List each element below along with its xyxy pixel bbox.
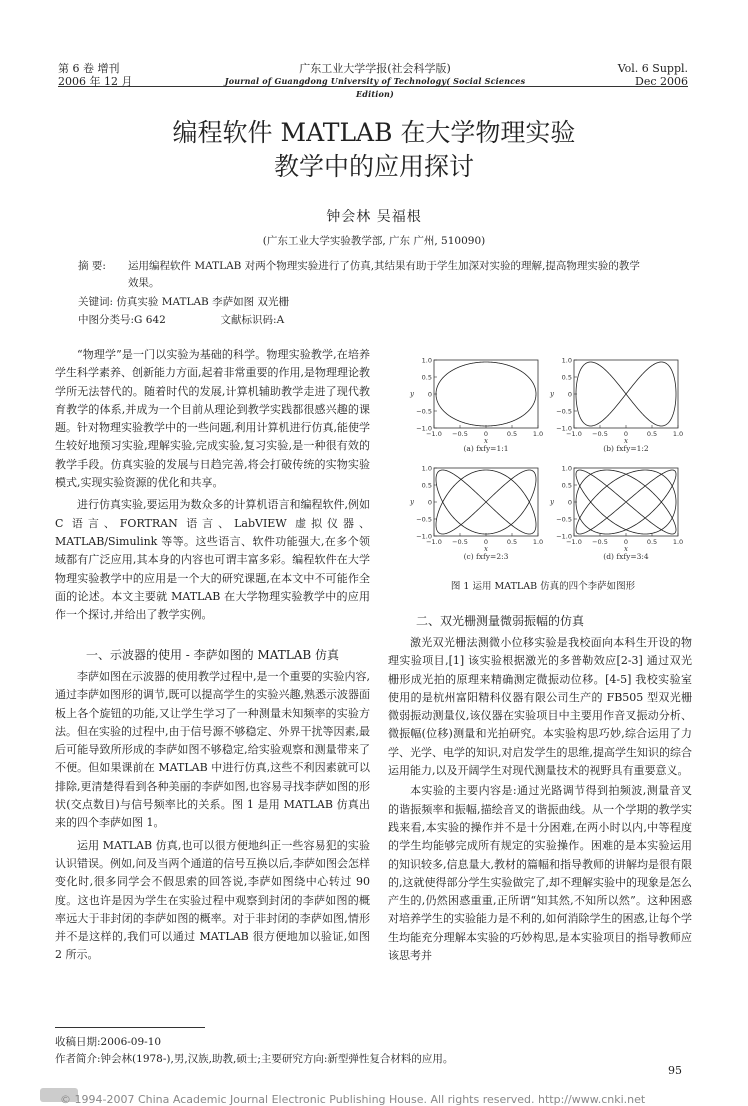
intro-paragraph-2: 进行仿真实验,要运用为数众多的计算机语言和编程软件,例如 C 语言、FORTRAN 语言、LabVIEW 虚拟仪器、MATLAB/Simulink 等等。这些语言、软件功能强大,在多个领域都有广泛应用,其本身的内容也可谓丰富多彩。编程软件在大学物理实验教学中的应用是一个大的研究课题,在本文中不可能作全面的论述。本文主要就 MATLAB 在大学物理实验教学中的应用作一个探讨,并给出了教学实例。 xyxy=(55,498,370,622)
y-axis-label: y xyxy=(550,498,554,506)
x-tick-label: −1.0 xyxy=(426,430,442,438)
intro-paragraph-1: “物理学”是一门以实验为基础的科学。物理实验教学,在培养学生科学素养、创新能力方面,起着非常重要的作用,是物理理论教学所无法替代的。随着时代的发展,计算机辅助教学走进了现代教育教学的体系,并成为一个目前从理论到教学实践都很感兴趣的课题。针对物理实验教学中的一些问题,利用计算机进行仿真,能使学生较好地预习实验,理解实验,完成实验,复习实验,是一种很有效的教学手段。仿真实验的发展与日趋完善,将会打破传统的实物实验模式,实现实验资源的优化和共享。 xyxy=(55,348,370,490)
lissajous-figure xyxy=(402,350,684,572)
page-number: 95 xyxy=(668,1064,682,1077)
panel-label: (b) fxfy=1:2 xyxy=(603,444,649,453)
affiliation: (广东工业大学实验教学部, 广东 广州, 510090) xyxy=(262,235,486,247)
x-tick-label: 1.0 xyxy=(672,538,684,546)
y-tick-label: 0 xyxy=(567,390,572,399)
header-journal-en: Journal of Guangdong University of Technology( Social Sciences Edition) xyxy=(224,76,526,99)
x-tick-label: 1.0 xyxy=(672,430,684,438)
x-tick-label: 0 xyxy=(483,430,489,438)
abstract-text: 运用编程软件 MATLAB 对两个物理实验进行了仿真,其结果有助于学生加深对实验的理解,提高物理实验的教学效果。 xyxy=(128,260,640,289)
y-tick-label: 0.5 xyxy=(421,373,432,382)
header-volume-cn: 第 6 卷 增刊 xyxy=(58,62,120,75)
x-tick-label: 1.0 xyxy=(532,430,544,438)
y-tick-label: −1.0 xyxy=(556,424,572,433)
footnote xyxy=(55,1034,453,1068)
intro xyxy=(55,346,370,624)
y-tick-label: 0 xyxy=(427,498,432,507)
x-tick-label: 0 xyxy=(623,538,629,546)
header-volume xyxy=(58,62,132,88)
authors: 钟会林 吴福根 xyxy=(326,209,422,225)
x-tick-label: −0.5 xyxy=(592,430,608,438)
y-tick-label: 0.5 xyxy=(421,481,432,490)
paper-title-line2: 教学中的应用探讨 xyxy=(273,152,474,181)
header-journal-cn: 广东工业大学学报(社会科学版) xyxy=(299,62,451,75)
section-1-paragraph-2: 运用 MATLAB 仿真,也可以很方便地纠正一些容易犯的实验认识错误。例如,问及当两个通道的信号互换以后,李萨如图会怎样变化时,很多同学会不假思索的回答说,李萨如图绕中心转过 90 度。这也许是因为学生在实验过程中观察到封闭的李萨如图的概率远大于非封闭的李萨如图的概率。对于非封闭的李萨如图,情形并不是这样的,我们可以通过 MATLAB 很方便地加以验证,如图 2 所示。 xyxy=(55,838,370,962)
y-tick-label: 1.0 xyxy=(421,356,432,365)
x-tick-label: 0.5 xyxy=(646,430,658,438)
classification xyxy=(78,312,678,329)
y-axis-label: y xyxy=(410,498,414,506)
header-journal xyxy=(205,62,545,101)
y-tick-label: −0.5 xyxy=(416,515,432,524)
clc-label: 中图分类号: xyxy=(78,314,135,326)
x-tick-label: 0.5 xyxy=(506,538,518,546)
section-2-title: 二、双光栅测量微弱振幅的仿真 xyxy=(416,614,585,628)
y-tick-label: 0.5 xyxy=(561,373,572,382)
y-tick-label: −0.5 xyxy=(556,515,572,524)
lissajous-curve xyxy=(436,470,536,534)
x-axis-label: x xyxy=(484,545,488,553)
y-tick-label: 1.0 xyxy=(561,356,572,365)
x-axis-label: x xyxy=(484,437,488,445)
panel-label: (d) fxfy=3:4 xyxy=(603,552,649,561)
section-2-paragraph-2: 本实验的主要内容是:通过光路调节得到拍频波,测量音叉的谐振频率和振幅,描绘音叉的谐振曲线。从一个学期的教学实践来看,本实验的操作并不是十分困难,在两小时以内,中等程度的学生均能够完成所有规定的实验操作。困难的是本实验运用的知识较多,信息量大,教材的篇幅和指导教师的讲解均是很有限的,这就使得部分学生实验做完了,却不理解实验中的现象是怎么产生的,仍然困惑重重,正所谓“知其然,不知所以然”。这种困惑对培养学生的实验能力是不利的,如何消除学生的困惑,让每个学生均能充分理解本实验的巧妙构思,是本实验项目的指导教师应该思考并 xyxy=(388,784,692,963)
header-date-en: Dec 2006 xyxy=(635,75,688,88)
author-bio: 作者简介:钟会林(1978-),男,汉族,助教,硕士;主要研究方向:新型弹性复合材料的应用。 xyxy=(55,1053,454,1065)
x-axis-label: x xyxy=(624,545,628,553)
y-tick-label: −1.0 xyxy=(556,532,572,541)
plot-frame xyxy=(434,360,538,428)
lissajous-curve xyxy=(576,362,676,426)
x-tick-label: 0 xyxy=(483,538,489,546)
x-tick-label: −1.0 xyxy=(426,538,442,546)
abstract xyxy=(78,258,678,292)
x-tick-label: 1.0 xyxy=(532,538,544,546)
keywords-text: 仿真实验 MATLAB 李萨如图 双光栅 xyxy=(116,296,289,308)
x-tick-label: −0.5 xyxy=(592,538,608,546)
clc-value: G 642 xyxy=(134,314,166,326)
y-tick-label: 1.0 xyxy=(421,464,432,473)
x-tick-label: 0.5 xyxy=(646,538,658,546)
x-tick-label: 0.5 xyxy=(506,430,518,438)
y-tick-label: 0 xyxy=(567,498,572,507)
y-tick-label: 1.0 xyxy=(561,464,572,473)
copyright-footer: © 1994-2007 China Academic Journal Electronic Publishing House. All rights reserved. http://www.cnki.net xyxy=(60,1093,646,1106)
y-tick-label: −0.5 xyxy=(416,407,432,416)
y-axis-label: y xyxy=(410,390,414,398)
x-tick-label: −1.0 xyxy=(566,430,582,438)
x-tick-label: −0.5 xyxy=(452,430,468,438)
y-tick-label: −1.0 xyxy=(416,424,432,433)
lissajous-curve xyxy=(576,470,676,534)
keywords xyxy=(78,294,678,311)
received-date: 收稿日期:2006-09-10 xyxy=(55,1036,162,1048)
section-2-paragraph-1: 激光双光栅法测微小位移实验是我校面向本科生开设的物理实验项目,[1] 该实验根据激光的多普勒效应[2-3] 通过双光栅形成光拍的原理来精确测定微振动位移。[4-5] 我校实验室使用的是杭州富阳精科仪器有限公司生产的 FB505 型双光栅微弱振动测量仪,该仪器在实验项目中主要用作音叉振动分析、微振幅(位移)测量和光拍研究。本实验构思巧妙,综合运用了力学、光学、电学的知识,对启发学生的思维,提高学生知识的综合运用能力,以及开阔学生对现代测量技术的视野具有重要意义。 xyxy=(388,636,692,778)
lissajous-curve xyxy=(436,362,536,426)
panel-label: (c) fxfy=2:3 xyxy=(463,552,509,561)
y-axis-label: y xyxy=(550,390,554,398)
doc-code-label: 文献标识码: xyxy=(220,314,277,326)
y-tick-label: −0.5 xyxy=(556,407,572,416)
y-tick-label: −1.0 xyxy=(416,532,432,541)
section-1-paragraph-1: 李萨如图在示波器的使用教学过程中,是一个重要的实验内容,通过李萨如图形的调节,既可以提高学生的实验兴趣,熟悉示波器面板上各个旋钮的功能,又让学生学习了一种测量未知频率的实验方法。但在实验的过程中,由于信号源不够稳定、外界干扰等因素,最后可能导致所形成的李萨如图不够稳定,给实验观察和测量带来了不便。但如果课前在 MATLAB 中进行仿真,这些不利因素就可以排除,更清楚得看到各种美丽的李萨如图,也容易寻找李萨如图的形状(交点数目)与信号频率比的关系。图 1 是用 MATLAB 仿真出来的四个李萨如图 1。 xyxy=(55,670,370,830)
x-tick-label: 0 xyxy=(623,430,629,438)
figure-caption: 图 1 运用 MATLAB 仿真的四个李萨如图形 xyxy=(450,581,636,592)
section-1-title: 一、示波器的使用 - 李萨如图的 MATLAB 仿真 xyxy=(85,648,340,662)
x-axis-label: x xyxy=(624,437,628,445)
header-rule xyxy=(58,86,688,87)
doc-code-value: A xyxy=(276,314,285,326)
footnote-rule xyxy=(55,1027,205,1028)
header-vol-en: Vol. 6 Suppl. xyxy=(617,62,688,75)
paper-title-line1: 编程软件 MATLAB 在大学物理实验 xyxy=(172,118,576,147)
paper-title xyxy=(90,116,658,184)
section-1-body xyxy=(55,668,370,965)
x-tick-label: −1.0 xyxy=(566,538,582,546)
keywords-label: 关键词: xyxy=(78,296,114,308)
y-tick-label: 0.5 xyxy=(561,481,572,490)
y-tick-label: 0 xyxy=(427,390,432,399)
header-volume-en xyxy=(618,62,688,88)
panel-label: (a) fxfy=1:1 xyxy=(463,444,509,453)
header-date-cn: 2006 年 12 月 xyxy=(58,75,133,88)
x-tick-label: −0.5 xyxy=(452,538,468,546)
abstract-label: 摘 要: xyxy=(78,260,106,272)
section-2-body xyxy=(388,634,692,965)
